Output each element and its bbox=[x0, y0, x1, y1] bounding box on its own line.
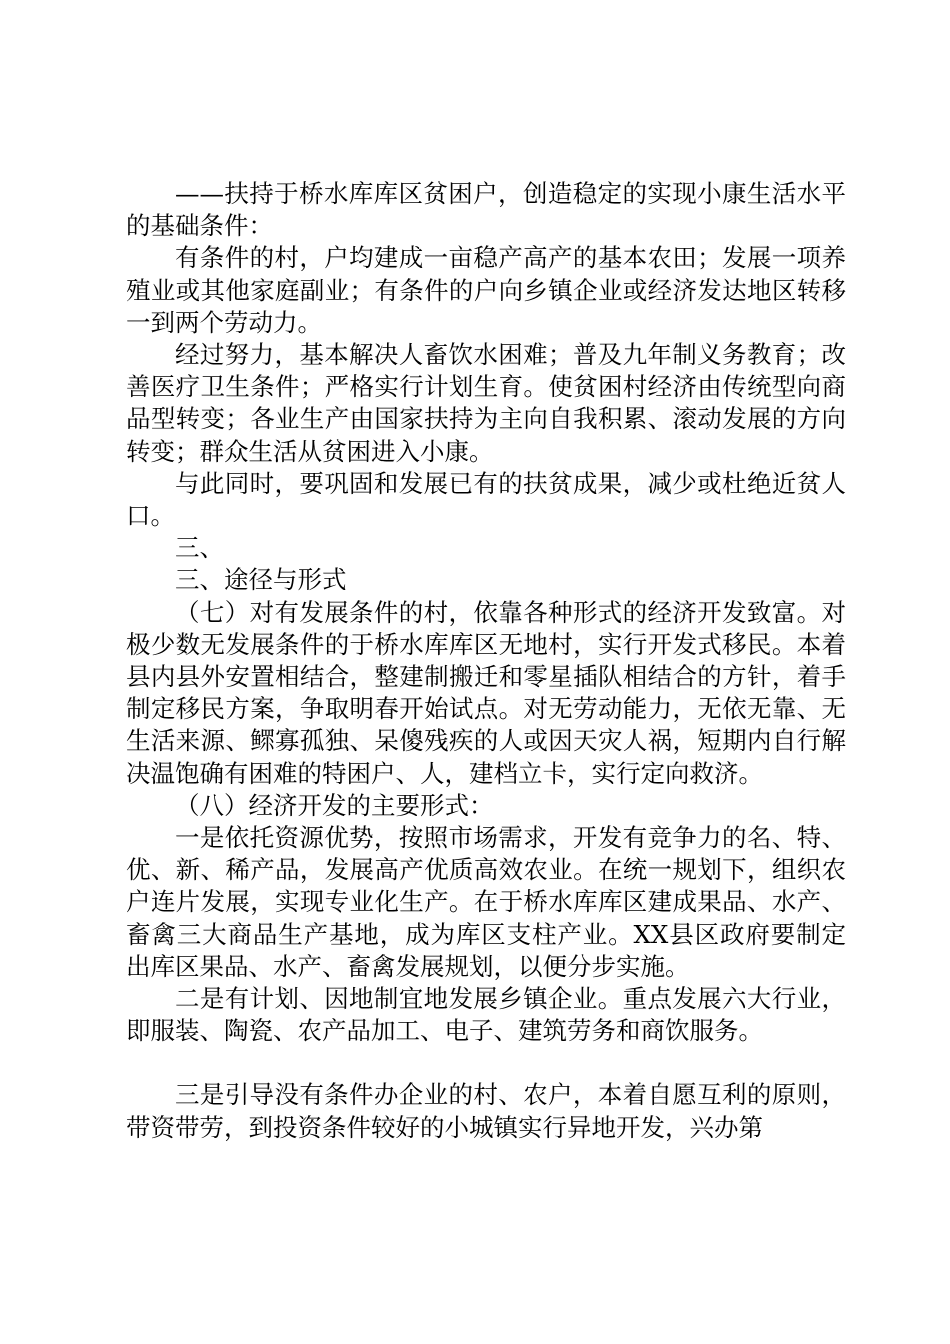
paragraph-item-eight-heading: （八）经济开发的主要形式： bbox=[175, 790, 494, 820]
paragraph-living-conditions: 经过努力，基本解决人畜饮水困难；普及九年制义务教育；改善医疗卫生条件；严格实行计划生育。使贫困村经济由传统型向商品型转变；各业生产由国家扶持为主向自我积累、滚动发展的方向转变；群众生活从贫困进入小康。 bbox=[126, 340, 846, 466]
paragraph-form-three: 三是引导没有条件办企业的村、农户，本着自愿互利的原则，带资带劳，到投资条件较好的小城镇实行异地开发，兴办第 bbox=[126, 1080, 846, 1142]
section-number-fragment: 三、 bbox=[175, 533, 224, 563]
paragraph-farmland: 有条件的村，户均建成一亩稳产高产的基本农田；发展一项养殖业或其他家庭副业；有条件的户向乡镇企业或经济发达地区转移一到两个劳动力。 bbox=[126, 243, 846, 337]
paragraph-goal-support: ——扶持于桥水库库区贫困户，创造稳定的实现小康生活水平的基础条件： bbox=[126, 179, 846, 241]
paragraph-item-seven: （七）对有发展条件的村，依靠各种形式的经济开发致富。对极少数无发展条件的于桥水库库区无地村，实行开发式移民。本着县内县外安置相结合，整建制搬迁和零星插队相结合的方针，着手制定移民方案，争取明春开始试点。对无劳动能力，无依无靠、无生活来源、鳏寡孤独、呆傻残疾的人或因天灾人祸，短期内自行解决温饱确有困难的特困户、人，建档立卡，实行定向救济。 bbox=[126, 597, 846, 788]
document-body bbox=[126, 178, 846, 1144]
section-heading-approaches: 三、途径与形式 bbox=[175, 565, 347, 595]
paragraph-form-two: 二是有计划、因地制宜地发展乡镇企业。重点发展六大行业，即服装、陶瓷、农产品加工、电子、建筑劳务和商饮服务。 bbox=[126, 984, 846, 1046]
paragraph-consolidate: 与此同时，要巩固和发展已有的扶贫成果，减少或杜绝近贫人口。 bbox=[126, 468, 846, 531]
paragraph-form-one: 一是依托资源优势，按照市场需求，开发有竞争力的名、特、优、新、稀产品，发展高产优质高效农业。在统一规划下，组织农户连片发展，实现专业化生产。在于桥水库库区建成果品、水产、畜禽三大商品生产基地，成为库区支柱产业。XX县区政府要制定出库区果品、水产、畜禽发展规划，以便分步实施。 bbox=[126, 823, 846, 981]
